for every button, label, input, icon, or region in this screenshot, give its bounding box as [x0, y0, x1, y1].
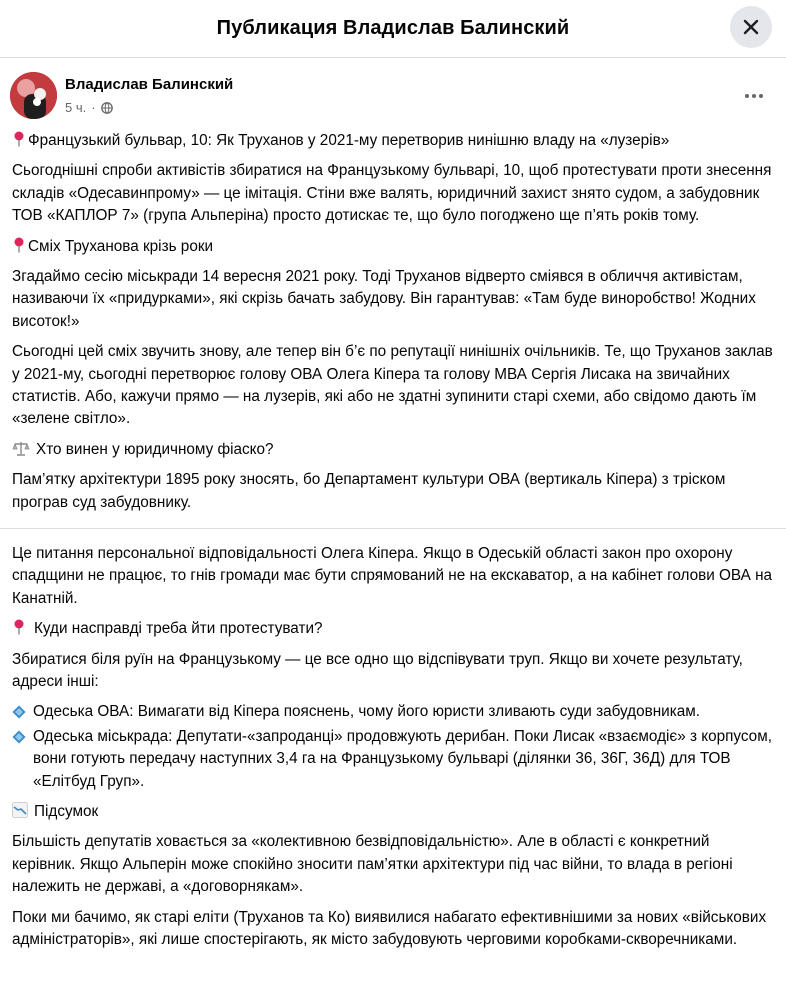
globe-icon[interactable] [101, 102, 113, 114]
heading-text: Французький бульвар, 10: Як Труханов у 2021-му перетворив нинішню владу на «лузерів» [28, 132, 670, 149]
paragraph: Пам’ятку архітектури 1895 року зносять, бо Департамент культури ОВА (вертикаль Кіпера) з тріском програв суд забудовнику. [12, 471, 726, 511]
heading-text: Хто винен у юридичному фіаско? [36, 440, 274, 458]
paragraph: Більшість депутатів ховається за «колективною безвідповідальністю». Але в області є конкретний керівник. Якщо Альперін може спокійно зносити пам’ятки архітектури під час війни, то влада в регіоні належить не державі, а «договорнякам». [12, 833, 733, 896]
post-body-part-1 [12, 130, 776, 528]
list-item-text: Одеська ОВА: Вимагати від Кіпера пояснень, чому його юристи зливають суди забудовникам. [33, 703, 701, 721]
pin-icon [12, 619, 26, 635]
author-name[interactable]: Владислав Балинский [65, 76, 234, 93]
paragraph: Сьогодні цей сміх звучить знову, але тепер він б’є по репутації нинішніх очільників. Те, що Труханов заклав у 2021-му, сьогодні перетворює голову ОВА Олега Кіпера та голову МВА Сергія Лисака на звичайних статистів. Або, кажучи прямо — на лузерів, які або не здатні зупинити старі схеми, або свідомо дають їм «зелене світло». [12, 343, 773, 428]
heading-location [12, 130, 776, 152]
post-meta [65, 100, 113, 115]
screenshot-seam-divider [0, 528, 786, 529]
post-header [0, 66, 786, 130]
scales-icon [12, 440, 30, 456]
heading-text: Підсумок [34, 803, 99, 821]
list-item [12, 701, 776, 723]
list-item [12, 726, 776, 793]
close-button[interactable] [730, 6, 772, 48]
post-body-part-2 [12, 543, 776, 960]
more-options-button[interactable] [736, 82, 772, 110]
paragraph: Збиратися біля руїн на Французькому — це все одно що відспівувати труп. Якщо ви хочете результату, адреси інші: [12, 650, 743, 691]
avatar-image [10, 72, 57, 119]
blue-diamond-icon [12, 730, 26, 744]
more-icon [744, 93, 764, 99]
chart-decreasing-icon [12, 802, 28, 818]
paragraph: Сьогоднішні спроби активістів збиратися на Французькому бульварі, 10, щоб протестувати проти знесення складів «Одесавинпрому» — це імітація. Стіни вже валять, юридичний захист знято судом, а забудовник ТОВ «КАПЛОР 7» (група Альперіна) просто дотискає те, що було погоджено ще п’ять років тому. [12, 162, 772, 225]
blue-diamond-icon [12, 705, 26, 719]
pin-icon [12, 131, 26, 147]
paragraph: Це питання персональної відповідальності Олега Кіпера. Якщо в Одеській області закон про охорону спадщини не працює, то гнів громади має бути спрямований не на екскаватор, а на кабінет голови ОВА на Канатній. [12, 545, 773, 607]
heading-summary [12, 801, 776, 823]
pin-icon [12, 237, 26, 253]
heading-legal-fiasco [12, 439, 776, 461]
paragraph: Згадаймо сесію міськради 14 вересня 2021 року. Тоді Труханов відверто сміявся в обличчя активістам, називаючи їх «придурками», які скрізь бачать забудову. Він гарантував: «Там буде виноробство! Жодних висоток!» [12, 268, 756, 330]
post-time[interactable]: 5 ч. [65, 100, 87, 115]
heading-where-to-protest [12, 618, 776, 640]
paragraph: Поки ми бачимо, як старі еліти (Труханов та Ко) виявилися набагато ефективнішими за нових «військових адміністраторів», які лише спостерігають, як місто забудовують черговими коробками-скворечниками. [12, 908, 767, 949]
meta-dot: · [91, 100, 96, 115]
close-icon [743, 19, 759, 35]
heading-laughter [12, 236, 776, 258]
dialog-header [0, 0, 786, 58]
heading-text: Сміх Труханова крізь роки [28, 237, 214, 255]
list-item-text: Одеська міськрада: Депутати-«запроданці» продовжують дерибан. Поки Лисак «взаємодіє» з корпусом, вони готують передачу наступних 3,4 га на Французькому бульварі (ділянки 36, 36Г, 36Д) для ТОВ «Елітбуд Груп». [33, 727, 772, 790]
avatar[interactable] [10, 72, 57, 119]
dialog-title: Публикация Владислав Балинский [216, 17, 570, 39]
heading-text: Куди насправді треба йти протестувати? [34, 620, 323, 638]
